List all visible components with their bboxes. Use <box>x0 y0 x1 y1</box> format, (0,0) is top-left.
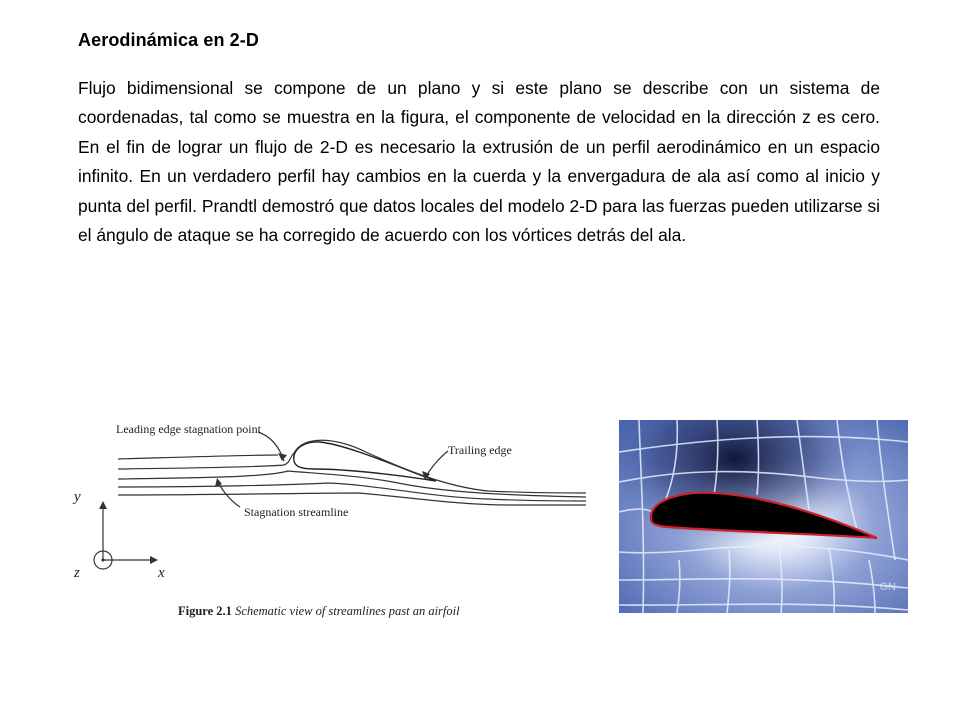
figure-caption <box>178 604 460 619</box>
label-stagnation-streamline: Stagnation streamline <box>244 505 349 519</box>
watermark-text: GN <box>879 581 896 593</box>
arrow-x-axis <box>150 556 158 564</box>
document-heading: Aerodinámica en 2-D <box>78 30 259 50</box>
arrow-stagnation <box>215 478 222 487</box>
axis-label-y: y <box>74 489 81 505</box>
arrow-leading-edge <box>278 453 287 461</box>
caption-text: Schematic view of streamlines past an airfoil <box>235 604 460 618</box>
streamline-upper-1 <box>118 455 278 459</box>
cfd-mesh-graphic <box>619 420 908 613</box>
z-axis-dot <box>101 558 104 561</box>
label-trailing-edge: Trailing edge <box>448 443 512 457</box>
airfoil-shape <box>294 442 436 481</box>
document-paragraph: Flujo bidimensional se compone de un plano y si este plano se describe con un sistema de coordenadas, tal como se muestra en la figura, el componente de velocidad en la dirección z es cero. En el fin de lograr un flujo de 2-D es necesario la extrusión de un perfil aerodinámico en un espacio infinito. En un verdadero perfil hay cambios en la cuerda y la envergadura de ala así como al inicio y punta del perfil. Prandtl demostró que datos locales del modelo 2-D para las fuerzas pueden utilizarse si el ángulo de ataque se ha corregido de acuerdo con los vórtices detrás del ala. <box>78 78 880 246</box>
leader-trailing-edge <box>426 451 448 477</box>
axis-label-x: x <box>158 565 165 581</box>
cfd-airfoil-image <box>619 420 908 613</box>
arrow-y-axis <box>99 501 107 509</box>
streamline-figure <box>68 405 598 630</box>
label-leading-edge: Leading edge stagnation point <box>116 422 261 436</box>
axis-label-z: z <box>74 565 80 581</box>
caption-number: Figure 2.1 <box>178 604 232 618</box>
